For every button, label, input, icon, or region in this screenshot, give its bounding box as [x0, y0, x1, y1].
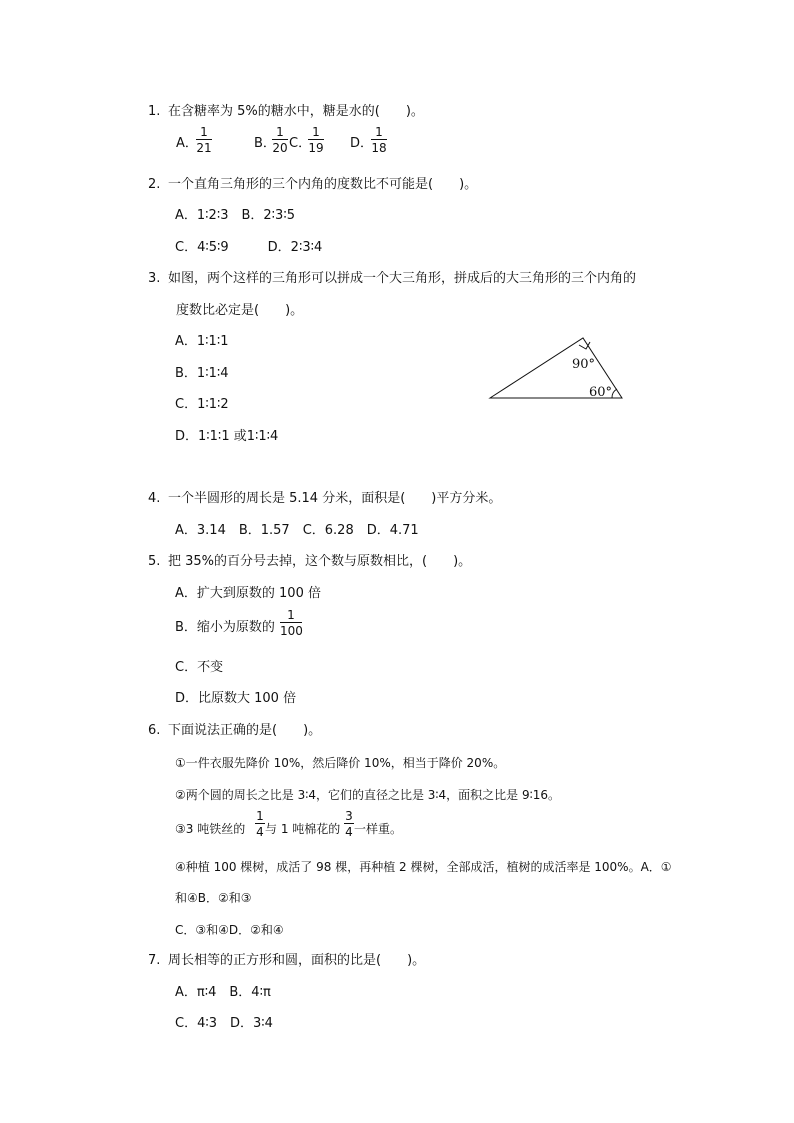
q6-s3-denominator-1: 4 [256, 825, 264, 839]
q4-options: A．3.14 B．1.57 C．6.28 D．4.71 [175, 523, 419, 538]
q5-option-a: A．扩大到原数的 100 倍 [175, 586, 321, 601]
q2-options-cd: C．4∶5∶9 D．2∶3∶4 [175, 240, 323, 255]
q1-option-a-label: A． [176, 136, 198, 151]
q6-s3-numerator-1: 1 [256, 809, 264, 823]
q1-c-denominator: 19 [308, 141, 324, 155]
q6-text: 下面说法正确的是( )。 [168, 723, 322, 738]
q3-option-a: A．1∶1∶1 [175, 334, 229, 349]
q1-a-numerator: 1 [196, 125, 212, 140]
q6-statement-2: ②两个圆的周长之比是 3∶4，它们的直径之比是 3∶4，面积之比是 9∶16。 [175, 788, 561, 802]
q1-d-denominator: 18 [371, 141, 387, 155]
q4-number: 4. [148, 491, 161, 506]
q2-number: 2. [148, 177, 161, 192]
q6-s3-numerator-2: 3 [345, 809, 353, 823]
q5-number: 5. [148, 554, 161, 569]
q6-number: 6. [148, 723, 161, 738]
q1-b-numerator: 1 [272, 125, 288, 140]
angle-label-60: 60° [589, 385, 613, 400]
q6-s3-denominator-2: 4 [345, 825, 353, 839]
q5-option-c: C．不变 [175, 660, 224, 675]
q3-number: 3. [148, 271, 161, 286]
q1-option-b-label: B． [254, 136, 276, 151]
q6-statement-4-line1: ④种植 100 棵树，成活了 98 棵，再种植 2 棵树，全部成活，植树的成活率是 100%。A．① [175, 860, 672, 874]
q5-b-denominator: 100 [280, 624, 303, 638]
q7-options-ab: A．π∶4 B．4∶π [175, 985, 271, 1000]
q1-d-numerator: 1 [371, 125, 387, 140]
right-angle-marker [579, 342, 590, 349]
q1-option-c-fraction [308, 125, 324, 155]
q5-b-numerator: 1 [280, 608, 302, 623]
q3-option-b: B．1∶1∶4 [175, 366, 229, 381]
q1-option-c-label: C． [289, 136, 312, 151]
angle-label-90: 90° [572, 357, 596, 372]
q1-option-b-fraction [272, 125, 288, 155]
q2-text: 一个直角三角形的三个内角的度数比不可能是( )。 [168, 177, 478, 192]
q6-options-cd: C．③和④D．②和④ [175, 923, 284, 937]
q3-text-line1: 如图，两个这样的三角形可以拼成一个大三角形，拼成后的大三角形的三个内角的 [168, 271, 637, 286]
q3-option-c: C．1∶1∶2 [175, 397, 229, 412]
q6-statement-3-fraction-2 [344, 809, 354, 839]
q6-statement-3-part3: 一样重。 [354, 822, 403, 836]
q6-statement-4-line2: 和④B．②和③ [175, 891, 252, 905]
q1-b-denominator: 20 [272, 141, 288, 155]
q7-text: 周长相等的正方形和圆，面积的比是( )。 [168, 953, 426, 968]
q3-text-line2: 度数比必定是( )。 [176, 303, 304, 318]
q5-option-b: B．缩小为原数的 [175, 620, 275, 635]
q6-statement-1: ①一件衣服先降价 10%，然后降价 10%，相当于降价 20%。 [175, 756, 506, 770]
q2-options-ab: A．1∶2∶3 B．2∶3∶5 [175, 208, 295, 223]
q5-text: 把 35%的百分号去掉，这个数与原数相比，( )。 [168, 554, 472, 569]
q7-options-cd: C．4∶3 D．3∶4 [175, 1016, 273, 1031]
q6-statement-3-part1: ③3 吨铁丝的 [175, 822, 246, 836]
q5-option-d: D．比原数大 100 倍 [175, 691, 297, 706]
q1-text: 在含糖率为 5%的糖水中，糖是水的( )。 [168, 104, 424, 119]
q1-option-d-fraction [371, 125, 387, 155]
q1-option-d-label: D． [350, 136, 374, 151]
q4-text: 一个半圆形的周长是 5.14 分米，面积是( )平方分米。 [168, 491, 502, 506]
q5-option-b-fraction [280, 608, 302, 638]
q1-number: 1. [148, 104, 161, 119]
q1-a-denominator: 21 [196, 141, 212, 155]
q3-option-d: D．1∶1∶1 或1∶1∶4 [175, 429, 279, 444]
q3-triangle-figure [480, 325, 640, 410]
q6-statement-3-part2: 与 1 吨棉花的 [265, 822, 341, 836]
q7-number: 7. [148, 953, 161, 968]
q6-statement-3-fraction-1 [255, 809, 265, 839]
angle-arc-60 [612, 389, 617, 398]
q1-c-numerator: 1 [308, 125, 324, 140]
q1-option-a-fraction [196, 125, 212, 155]
